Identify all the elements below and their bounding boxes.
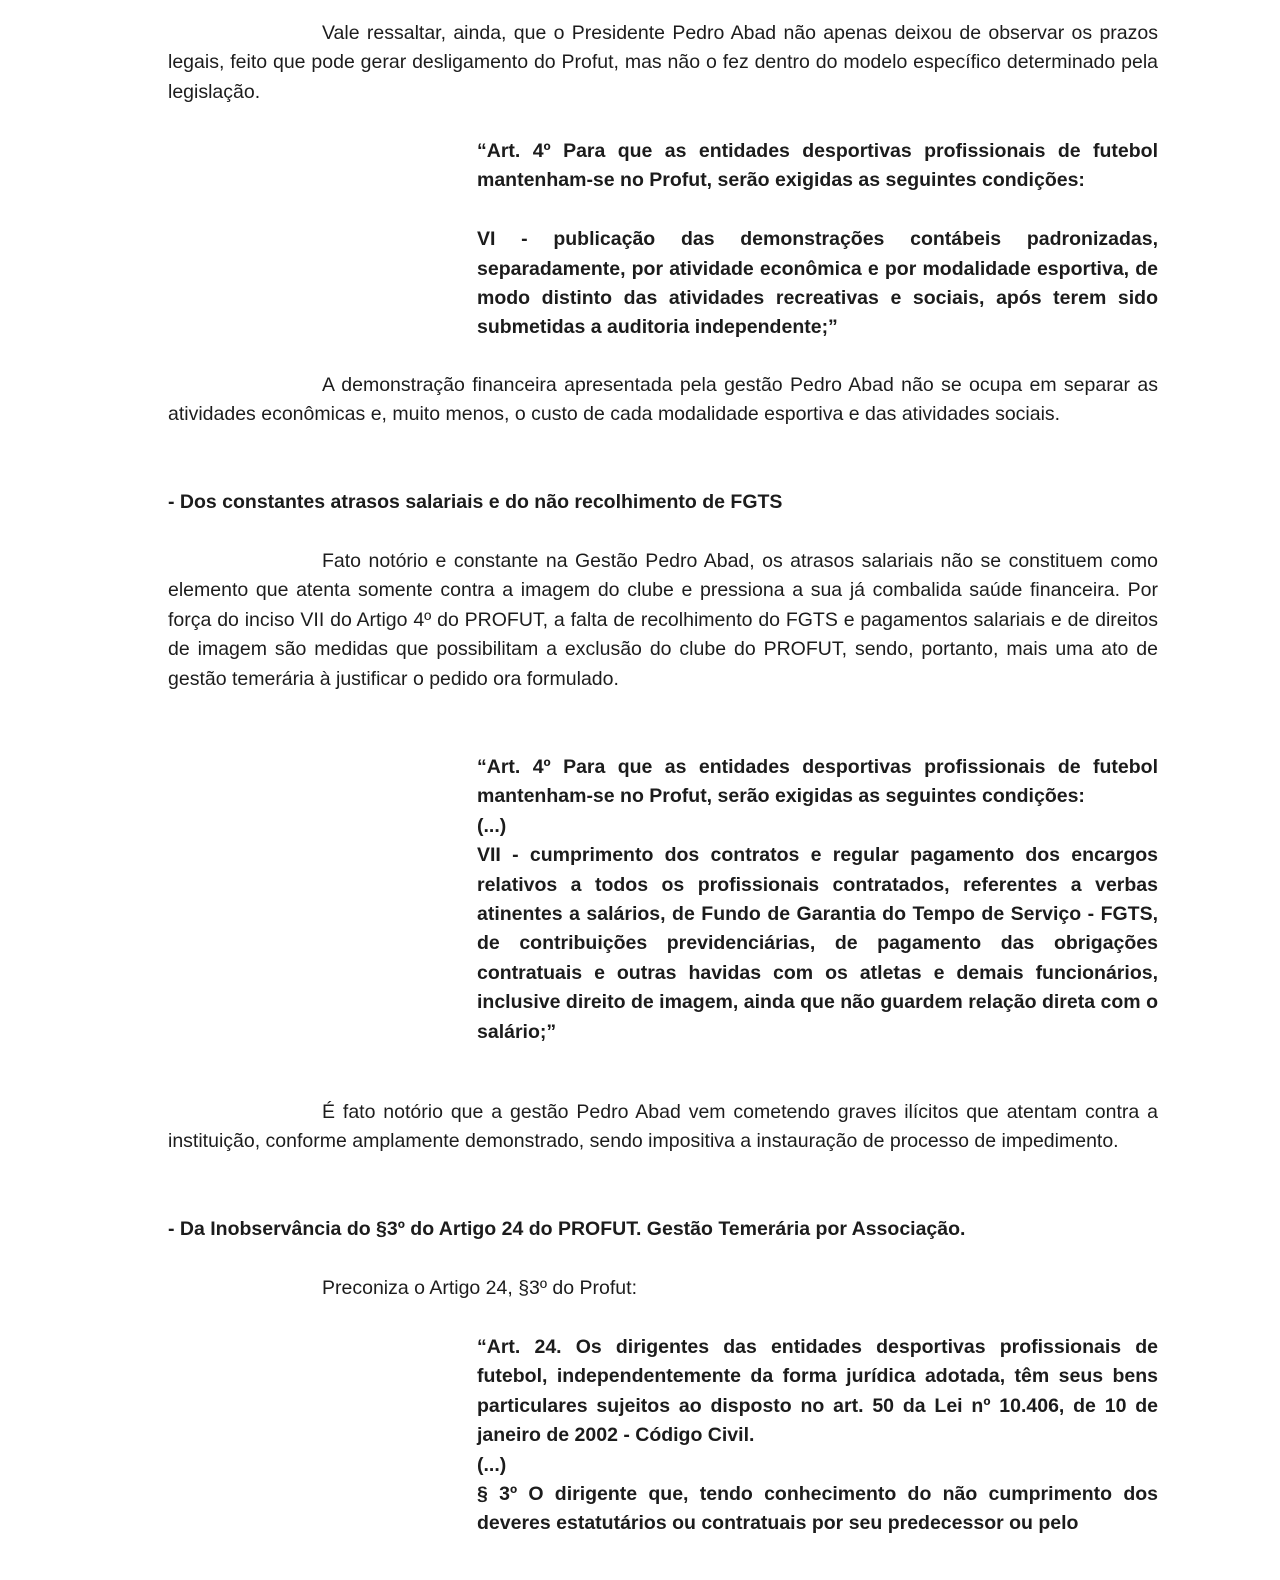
paragraph-text: Fato notório e constante na Gestão Pedro Abad, os atrasos salariais não se constituem como elemento que atenta somente contra a imagem do clube e pressiona a sua já combalida saúde financeira. Por força do inciso VII do Artigo 4º do PROFUT, a falta de recolhimento do FGTS e pagamentos salariais e de direitos de imagem são medidas que possibilitam a exclusão do clube do PROFUT, sendo, portanto, mais uma ato de gestão temerária à justificar o pedido ora formulado. bbox=[168, 550, 1158, 690]
quote-line: VI - publicação das demonstrações contábeis padronizadas, separadamente, por atividade econômica e por modalidade esportiva, de modo distinto das atividades recreativas e sociais, após terem sido submetidas a auditoria independente;” bbox=[477, 228, 1158, 339]
paragraph-text: É fato notório que a gestão Pedro Abad vem cometendo graves ilícitos que atentam contra a instituição, conforme amplamente demonstrado, sendo impositiva a instauração de processo de impedimento. bbox=[168, 1101, 1158, 1153]
paragraph-text: Preconiza o Artigo 24, §3º do Profut: bbox=[322, 1277, 637, 1299]
quote-art24 bbox=[477, 1333, 1158, 1539]
section-heading-atrasos: - Dos constantes atrasos salariais e do não recolhimento de FGTS bbox=[168, 491, 783, 513]
section-heading-inobservancia: - Da Inobservância do §3º do Artigo 24 do PROFUT. Gestão Temerária por Associação. bbox=[168, 1218, 966, 1240]
paragraph-prazos bbox=[168, 19, 1158, 107]
paragraph-demonstracao bbox=[168, 371, 1158, 430]
quote-art4-vi bbox=[477, 137, 1158, 343]
quote-ellipsis: (...) bbox=[477, 814, 507, 837]
paragraph-text: Vale ressaltar, ainda, que o Presidente Pedro Abad não apenas deixou de observar os prazos legais, feito que pode gerar desligamento do Profut, mas não o fez dentro do modelo específico determinado pela legislação. bbox=[168, 22, 1158, 103]
paragraph-text: A demonstração financeira apresentada pela gestão Pedro Abad não se ocupa em separar as atividades econômicas e, muito menos, o custo de cada modalidade esportiva e das atividades sociais. bbox=[168, 374, 1158, 426]
quote-line: “Art. 4º Para que as entidades desportivas profissionais de futebol mantenham-se no Profut, serão exigidas as seguintes condições: bbox=[477, 140, 1158, 192]
quote-line: “Art. 4º Para que as entidades desportivas profissionais de futebol mantenham-se no Profut, serão exigidas as seguintes condições: bbox=[477, 756, 1158, 808]
paragraph-graves-ilicitos bbox=[168, 1098, 1158, 1157]
quote-ellipsis: (...) bbox=[477, 1453, 507, 1476]
paragraph-fato-notorio bbox=[168, 547, 1158, 694]
quote-line: § 3º O dirigente que, tendo conhecimento do não cumprimento dos deveres estatutários ou contratuais por seu predecessor ou pelo bbox=[477, 1483, 1158, 1535]
quote-line: “Art. 24. Os dirigentes das entidades desportivas profissionais de futebol, independentemente da forma jurídica adotada, têm seus bens particulares sujeitos ao disposto no art. 50 da Lei nº 10.406, de 10 de janeiro de 2002 - Código Civil. bbox=[477, 1336, 1158, 1447]
quote-art4-vii bbox=[477, 753, 1158, 1047]
quote-line: VII - cumprimento dos contratos e regular pagamento dos encargos relativos a todos os profissionais contratados, referentes a verbas atinentes a salários, de Fundo de Garantia do Tempo de Serviço - FGTS, de contribuições previdenciárias, de pagamento das obrigações contratuais e outras havidas com os atletas e demais funcionários, inclusive direito de imagem, ainda que não guardem relação direta com o salário;” bbox=[477, 844, 1158, 1043]
paragraph-preconiza bbox=[168, 1274, 1158, 1303]
